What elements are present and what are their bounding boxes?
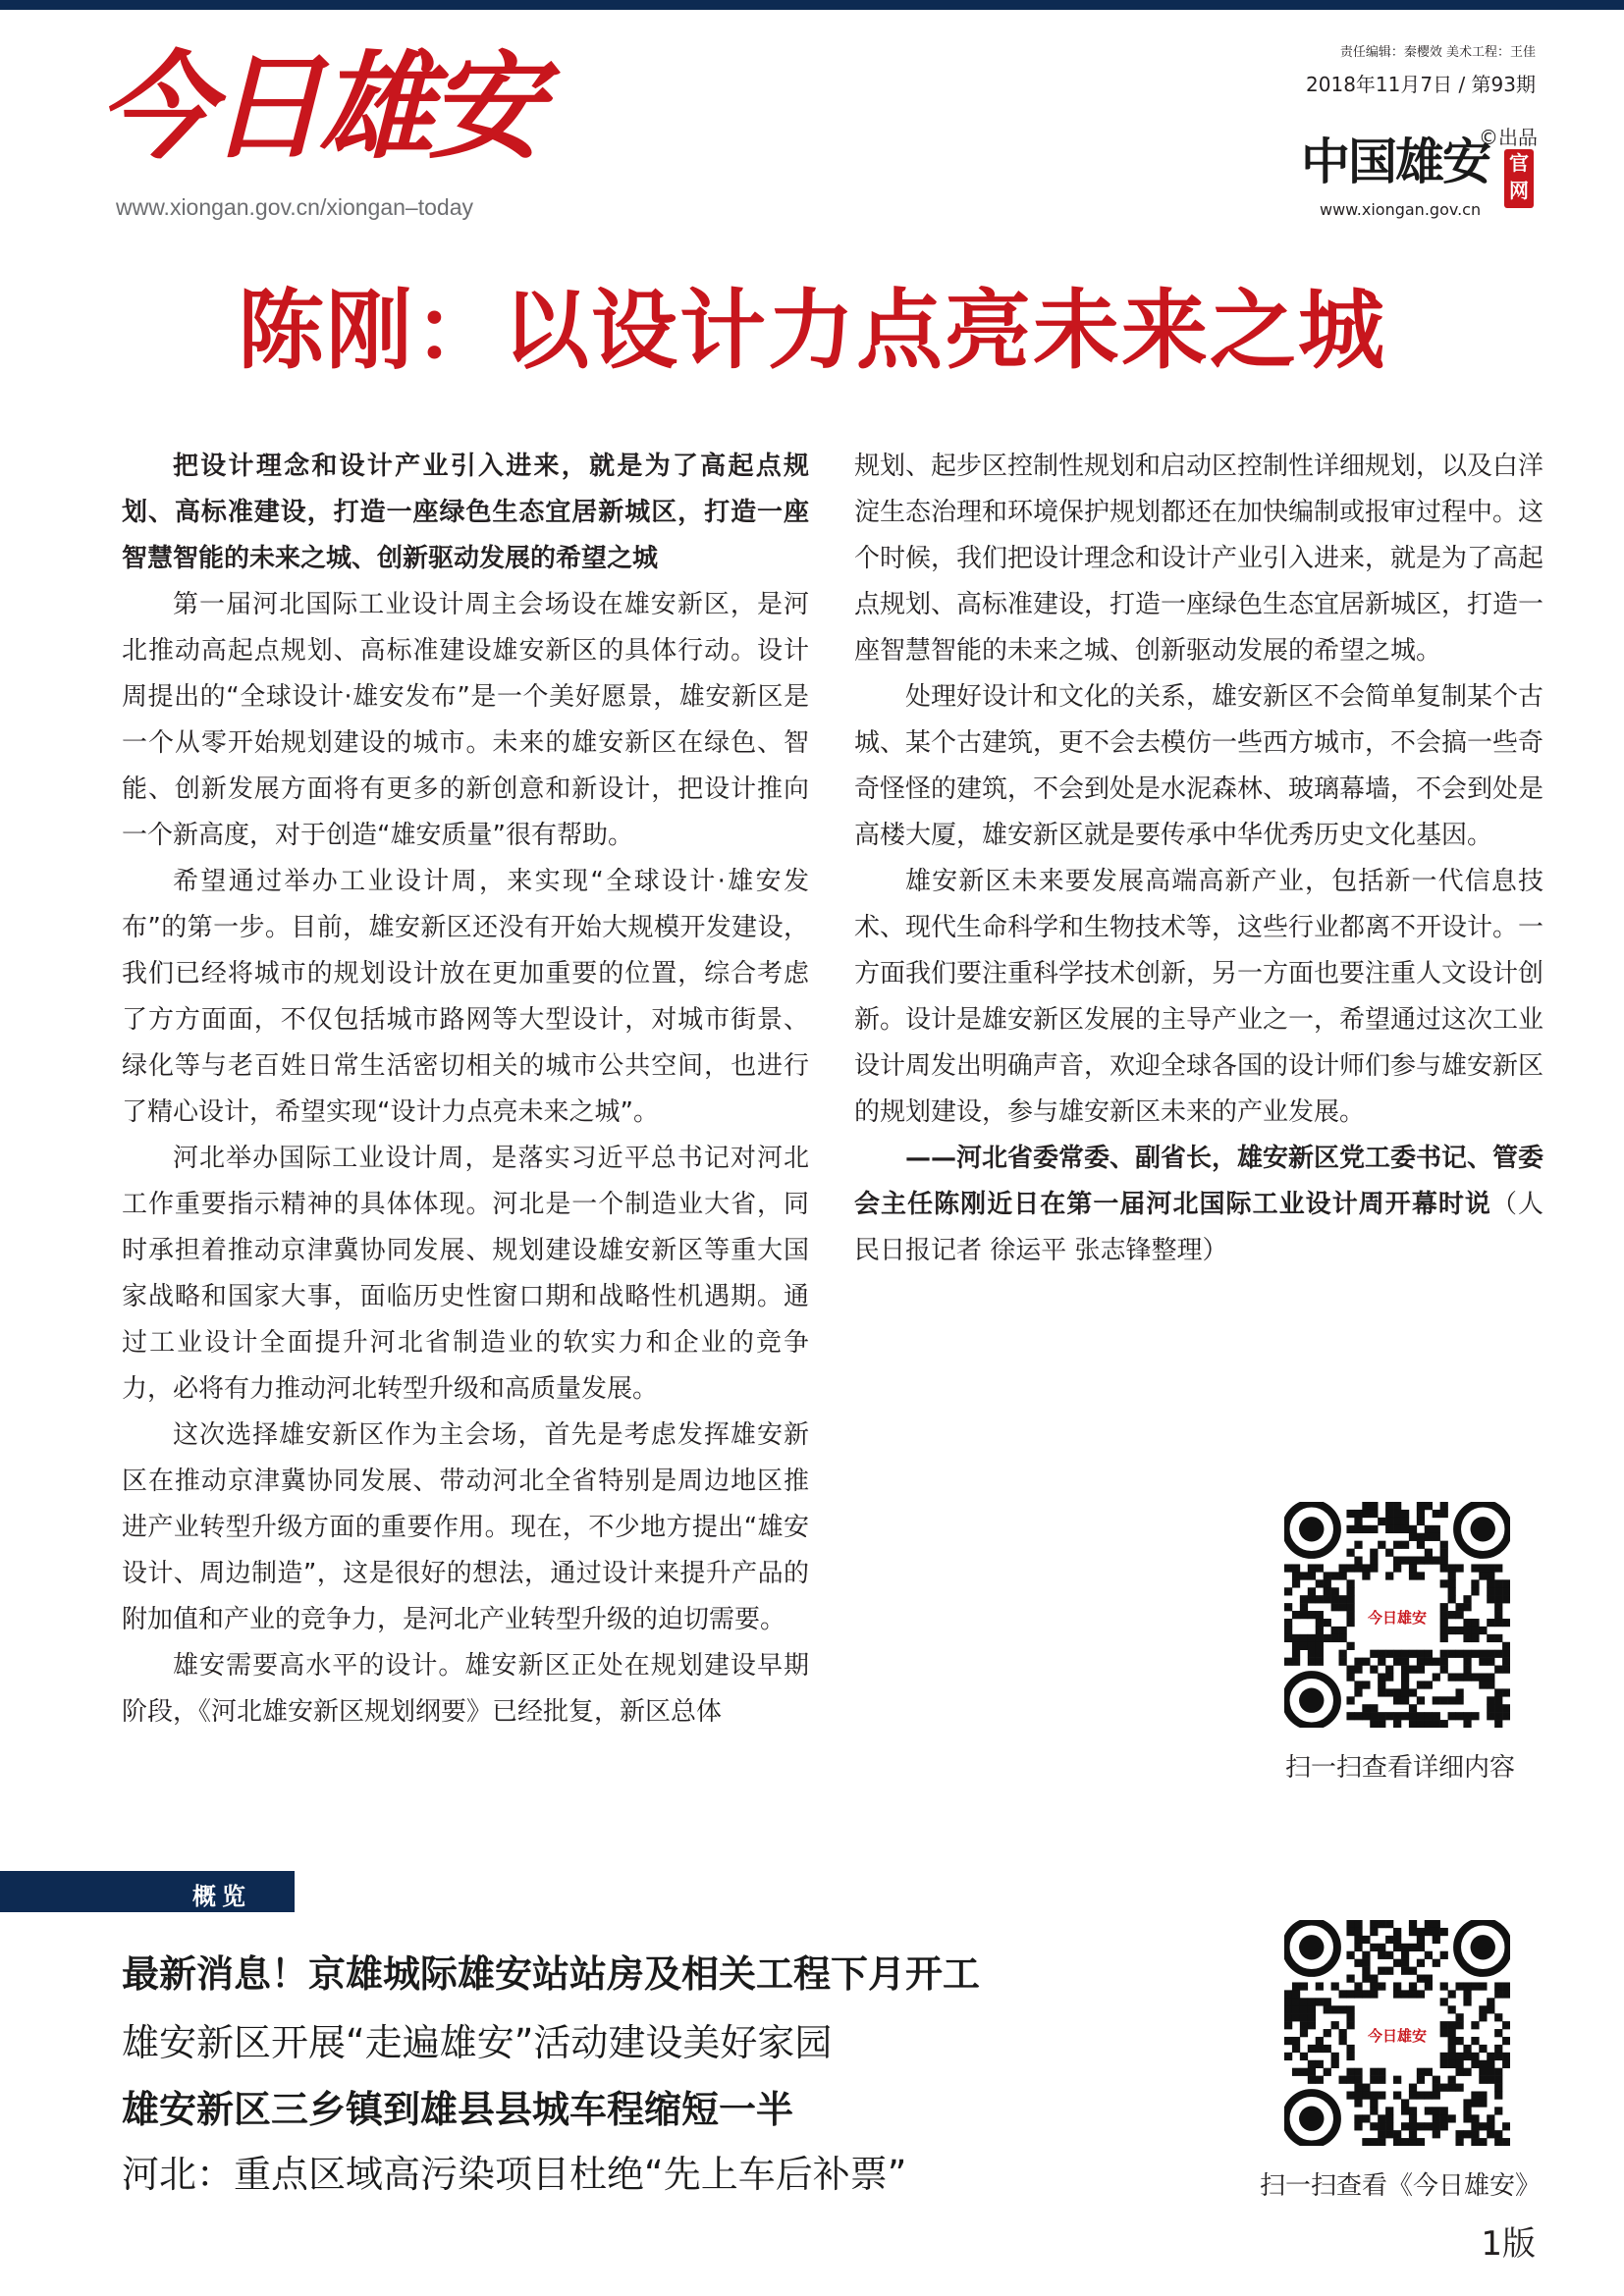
news-headline-2[interactable]: 雄安新区开展“走遍雄安”活动建设美好家园 [122, 2021, 833, 2064]
overview-section-tag: 概览 [192, 1883, 251, 1910]
masthead-url[interactable]: www.xiongan.gov.cn/xiongan–today [116, 194, 473, 220]
qr-finder-pattern [1286, 1922, 1337, 1973]
news-headline-1[interactable]: 最新消息！京雄城际雄安站站房及相关工程下月开工 [122, 1952, 981, 1996]
article-paragraph: 第一届河北国际工业设计周主会场设在雄安新区，是河北推动高起点规划、高标准建设雄安新区的具体行动。设计周提出的“全球设计·雄安发布”是一个美好愿景，雄安新区是一个从零开始规划建设的城市。未来的雄安新区在绿色、智能、创新发展方面将有更多的新创意和新设计，把设计推向一个新高度，对于创造“雄安质量”很有帮助。 [122, 590, 809, 850]
qr-finder-pattern [1286, 1675, 1337, 1726]
qr-caption-newspaper: 扫一扫查看《今日雄安》 [1259, 2171, 1541, 2201]
article-attribution [854, 1136, 1543, 1274]
issue-date: 2018年11月7日 / 第93期 [1306, 73, 1536, 96]
article-right-column [854, 444, 1543, 1274]
editor-credits: 责任编辑：秦樱效 美术工程：王佳 [1339, 45, 1536, 60]
article-paragraph: 处理好设计和文化的关系，雄安新区不会简单复制某个古城、某个古建筑，更不会去模仿一些西方城市，不会搞一些奇奇怪怪的建筑，不会到处是水泥森林、玻璃幕墙，不会到处是高楼大厦，雄安新区就是要传承中华优秀历史文化基因。 [854, 682, 1544, 850]
article-left-column [122, 444, 809, 1735]
qr-code-details[interactable] [1284, 1502, 1510, 1728]
article-paragraph-continued: 规划、起步区控制性规划和启动区控制性详细规划，以及白洋淀生态治理和环境保护规划都还在加快编制或报审过程中。这个时候，我们把设计理念和设计产业引入进来，就是为了高起点规划、高标准建设，打造一座绿色生态宜居新城区，打造一座智慧智能的未来之城、创新驱动发展的希望之城。 [854, 452, 1544, 666]
qr-center-logo: 今日雄安 [1367, 2027, 1428, 2045]
qr-finder-pattern [1286, 2093, 1337, 2144]
article-paragraph: 雄安新区未来要发展高端高新产业，包括新一代信息技术、现代生命科学和生物技术等，这些行业都离不开设计。一方面我们要注重科学技术创新，另一方面也要注重人文设计创新。设计是雄安新区发展的主导产业之一，希望通过这次工业设计周发出明确声音，欢迎全球各国的设计师们参与雄安新区的规划建设，参与雄安新区未来的产业发展。 [854, 867, 1544, 1127]
news-headline-3[interactable]: 雄安新区三乡镇到雄县县城车程缩短一半 [122, 2088, 794, 2131]
article-paragraph: 这次选择雄安新区作为主会场，首先是考虑发挥雄安新区在推动京津冀协同发展、带动河北全省特别是周边地区推进产业转型升级方面的重要作用。现在，不少地方提出“雄安设计、周边制造”，这是很好的想法，通过设计来提升产品的附加值和产业的竞争力，是河北产业转型升级的迫切需要。 [122, 1420, 809, 1634]
attribution-reporters: （人民日报记者 徐运平 张志锋整理） [854, 1190, 1543, 1265]
qr-caption-details: 扫一扫查看详细内容 [1284, 1753, 1515, 1783]
article-paragraph: 雄安需要高水平的设计。雄安新区正处在规划建设早期阶段，《河北雄安新区规划纲要》已经批复，新区总体 [122, 1651, 809, 1727]
masthead-logo: 今日雄安 [98, 38, 539, 175]
page-number: 1版 [1481, 2224, 1536, 2264]
qr-finder-pattern [1457, 1504, 1508, 1555]
qr-center-logo: 今日雄安 [1367, 1609, 1428, 1627]
qr-finder-pattern [1457, 1922, 1508, 1973]
news-headline-4[interactable]: 河北：重点区域高污染项目杜绝“先上车后补票” [122, 2153, 907, 2196]
brand-logo: 中国雄安 [1301, 133, 1489, 190]
brand-seal: 官网 [1504, 149, 1534, 208]
qr-finder-pattern [1286, 1504, 1337, 1555]
article-headline: 陈刚：以设计力点亮未来之城 [237, 279, 1386, 381]
top-bar [0, 0, 1624, 10]
brand-url[interactable]: www.xiongan.gov.cn [1320, 200, 1482, 219]
qr-code-newspaper[interactable] [1284, 1920, 1510, 2146]
article-paragraph: 希望通过举办工业设计周，来实现“全球设计·雄安发布”的第一步。目前，雄安新区还没有开始大规模开发建设，我们已经将城市的规划设计放在更加重要的位置，综合考虑了方方面面，不仅包括城市路网等大型设计，对城市街景、绿化等与老百姓日常生活密切相关的城市公共空间，也进行了精心设计，希望实现“设计力点亮未来之城”。 [122, 867, 809, 1127]
producer-label: ©出品 [1479, 126, 1538, 149]
article-lead: 把设计理念和设计产业引入进来，就是为了高起点规划、高标准建设，打造一座绿色生态宜居新城区，打造一座智慧智能的未来之城、创新驱动发展的希望之城 [122, 452, 809, 573]
attribution-bold: ——河北省委常委、副省长，雄安新区党工委书记、管委会主任陈刚近日在第一届河北国际工业设计周开幕时说 [854, 1144, 1544, 1219]
article-paragraph: 河北举办国际工业设计周，是落实习近平总书记对河北工作重要指示精神的具体体现。河北是一个制造业大省，同时承担着推动京津冀协同发展、规划建设雄安新区等重大国家战略和国家大事，面临历史性窗口期和战略性机遇期。通过工业设计全面提升河北省制造业的软实力和企业的竞争力，必将有力推动河北转型升级和高质量发展。 [122, 1144, 809, 1404]
